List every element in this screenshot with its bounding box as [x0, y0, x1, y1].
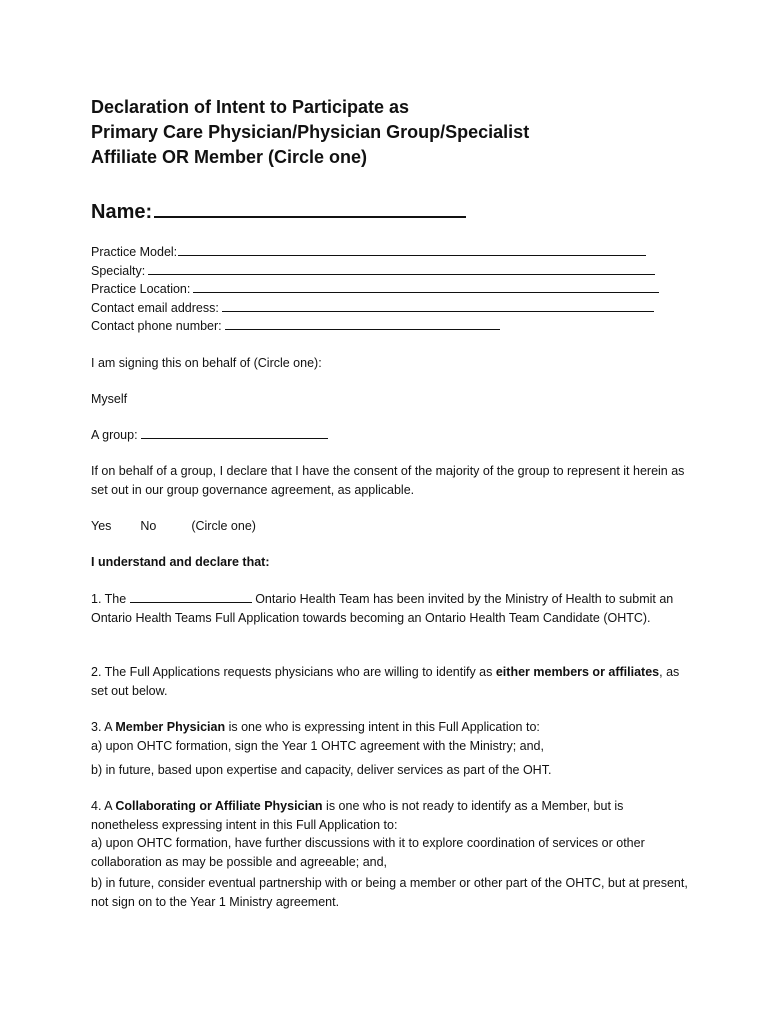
practice-location-field [91, 280, 659, 299]
item-3-a: a) upon OHTC formation, sign the Year 1 OHTC agreement with the Ministry; and, [91, 738, 544, 753]
name-blank-line[interactable] [154, 196, 466, 218]
item-4-bold: Collaborating or Affiliate Physician [115, 799, 323, 813]
no-option[interactable]: No [140, 519, 157, 533]
item-1-prefix: 1. The [91, 592, 127, 606]
item-3-b: b) in future, based upon expertise and capacity, deliver services as part of the OHT. [91, 763, 552, 777]
practice-location-label: Practice Location: [91, 282, 191, 296]
group-label[interactable]: A group: [91, 428, 138, 442]
item-1-text: Ontario Health Team has been invited by the Ministry of Health to submit an Ontario Health Teams Full Application towards becoming an Ontario Health Team Candidate (OHTC). [91, 592, 674, 625]
item-4 [91, 797, 691, 911]
item-4-a: a) upon OHTC formation, have further discussions with it to explore coordination of services or other collaboration as may be possible and agreeable; and, [91, 836, 645, 869]
title-line-1: Declaration of Intent to Participate as [91, 97, 410, 117]
contact-email-blank-line[interactable] [222, 299, 654, 312]
item-4-prefix: 4. A [91, 799, 112, 813]
item-2 [91, 663, 691, 700]
contact-email-field [91, 299, 659, 318]
consent-text: If on behalf of a group, I declare that I have the consent of the majority of the group to represent it herein as set out in our group governance agreement, as applicable. [91, 464, 685, 497]
item-3-bold: Member Physician [115, 720, 226, 734]
ontario-health-team-name-blank-line[interactable] [130, 590, 252, 603]
item-4-b: b) in future, consider eventual partnership with or being a member or other part of the OHTC, but at present, not sign on to the Year 1 Ministry agreement. [91, 876, 688, 909]
item-2-suffix: , as set out below. [91, 665, 680, 698]
group-option [91, 426, 691, 445]
title-line-2: Primary Care Physician/Physician Group/Specialist [91, 122, 530, 142]
item-2-bold: either members or affiliates [495, 665, 660, 679]
practice-model-label: Practice Model: [91, 245, 178, 259]
contact-phone-blank-line[interactable] [225, 317, 500, 330]
item-1 [91, 590, 691, 627]
group-blank-line[interactable] [141, 426, 328, 439]
name-field [91, 196, 466, 225]
item-3-suffix: is one who is expressing intent in this Full Application to: [228, 720, 540, 734]
title-line-3: Affiliate OR Member (Circle one) [91, 147, 368, 167]
consent-paragraph [91, 462, 691, 499]
contact-phone-field [91, 317, 659, 336]
signing-prompt [91, 354, 691, 373]
specialty-blank-line[interactable] [148, 262, 655, 275]
item-2-prefix: 2. The Full Applications requests physicians who are willing to identify as [91, 665, 493, 679]
specialty-label: Specialty: [91, 263, 146, 278]
specialty-field [91, 262, 659, 281]
name-label: Name: [91, 201, 153, 223]
declare-heading [91, 553, 691, 572]
myself-option-text[interactable]: Myself [91, 392, 128, 406]
myself-option [91, 390, 691, 409]
item-3-prefix: 3. A [91, 720, 112, 734]
declare-heading-text: I understand and declare that: [91, 555, 270, 569]
item-4-suffix: is one who is not ready to identify as a Member, but is nonetheless expressing intent in this Full Application to: [91, 799, 624, 832]
signing-prompt-text: I am signing this on behalf of (Circle one): [91, 356, 322, 370]
item-3 [91, 718, 691, 780]
yes-no-row [91, 517, 691, 536]
contact-email-label: Contact email address: [91, 300, 219, 315]
practice-model-blank-line[interactable] [178, 243, 646, 256]
circle-one-note: (Circle one) [191, 519, 256, 533]
practice-model-field [91, 243, 659, 262]
yes-option[interactable]: Yes [91, 519, 112, 533]
contact-fields [91, 243, 659, 336]
practice-location-blank-line[interactable] [193, 280, 659, 293]
contact-phone-label: Contact phone number: [91, 319, 222, 333]
document-title [91, 95, 711, 170]
